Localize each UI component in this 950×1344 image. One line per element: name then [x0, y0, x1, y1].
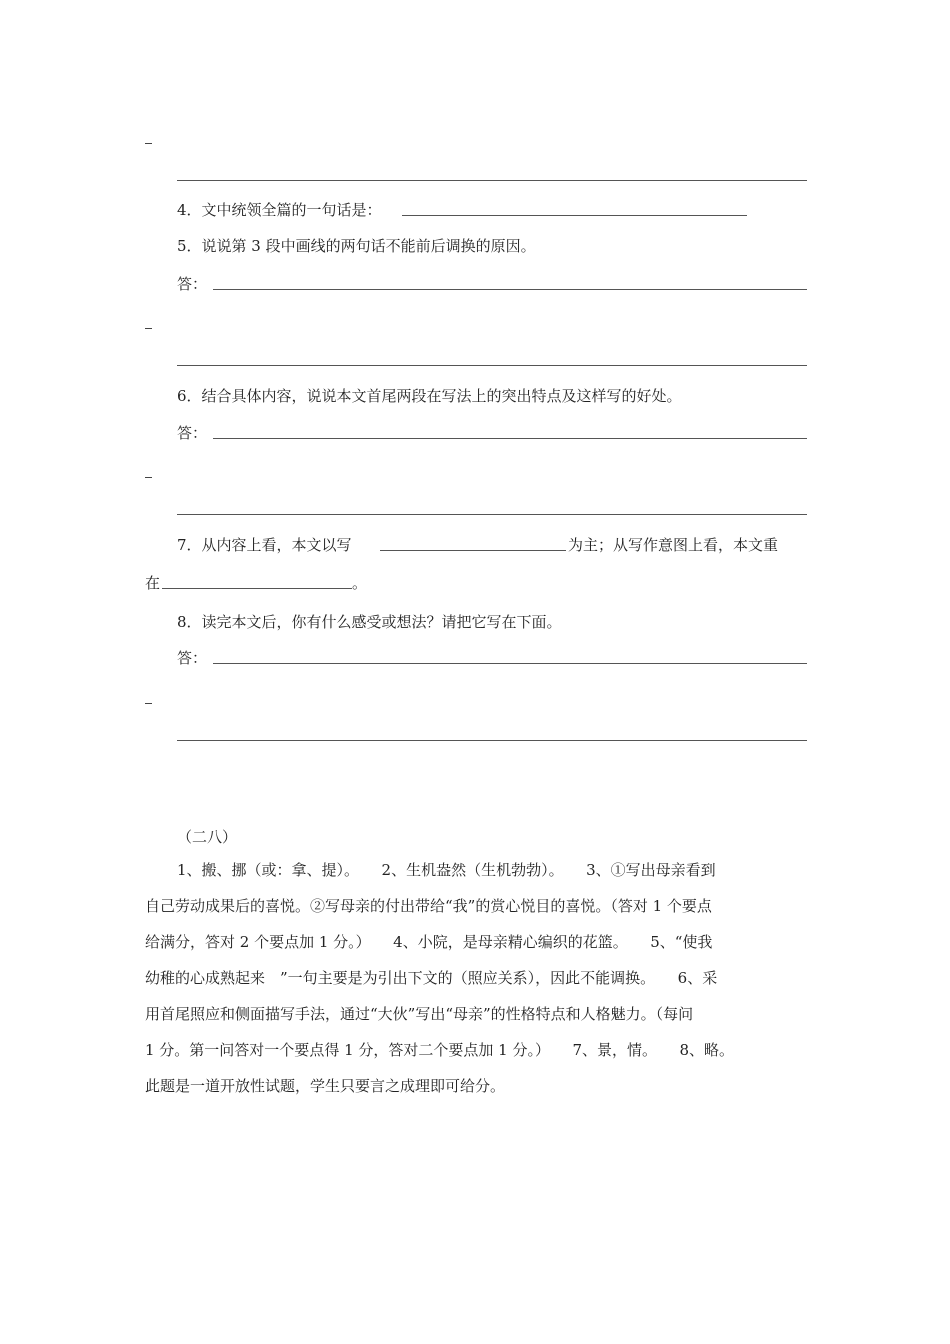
question-6-answer-line-2[interactable]: [177, 514, 807, 515]
question-7-blank-1[interactable]: [380, 550, 566, 551]
answer-key-line: 幼稚的心成熟起来 ”一句主要是为引出下文的（照应关系），因此不能调换。 6、采: [145, 969, 718, 987]
answer-key-line: 用首尾照应和侧面描写手法，通过“大伙”写出“母亲”的性格特点和人格魅力。（每问: [145, 1005, 694, 1023]
question-6-text: 6．结合具体内容，说说本文首尾两段在写法上的突出特点及这样写的好处。: [177, 387, 682, 405]
question-4-blank[interactable]: [402, 215, 747, 216]
question-8-answer-label: 答：: [177, 649, 208, 667]
answer-key-line: 此题是一道开放性试题，学生只要言之成理即可给分。: [145, 1077, 506, 1095]
question-4: [177, 199, 382, 220]
line-dash-marker: [145, 477, 152, 478]
question-6: [177, 385, 682, 406]
answer-key-body: [145, 856, 807, 1100]
question-7-blank-2[interactable]: [162, 588, 352, 589]
question-5-text: 5．说说第 3 段中画线的两句话不能前后调换的原因。: [177, 237, 536, 255]
line-dash-marker: [145, 703, 152, 704]
question-7-part3: 在: [145, 574, 161, 592]
answer-key-line: 自己劳动成果后的喜悦。②写母亲的付出带给“我”的赏心悦目的喜悦。（答对 1 个要点: [145, 897, 712, 915]
question-7-part1: 7．从内容上看，本文以写: [177, 536, 352, 554]
question-5-answer-line-1[interactable]: [213, 289, 807, 290]
question-8-text: 8．读完本文后，你有什么感受或想法？请把它写在下面。: [177, 613, 562, 631]
question-5-answer-line-2[interactable]: [177, 365, 807, 366]
answer-key-line: 1、搬、挪（或：拿、提）。 2、生机盎然（生机勃勃）。 3、①写出母亲看到: [177, 861, 716, 879]
question-6-answer-line-1[interactable]: [213, 438, 807, 439]
answer-key-heading: （二八）: [177, 828, 238, 846]
answer-key-line: 给满分，答对 2 个要点加 1 分。） 4、小院，是母亲精心编织的花篮。 5、“使我: [145, 933, 713, 951]
question-5-answer-label: 答：: [177, 275, 208, 293]
line-dash-marker: [145, 143, 152, 144]
question-8-answer-line-1[interactable]: [213, 663, 807, 664]
question-5: [177, 235, 536, 256]
question-4-text: 4．文中统领全篇的一句话是：: [177, 201, 382, 219]
answer-key-line: 1 分。第一问答对一个要点得 1 分，答对二个要点加 1 分。） 7、景，情。 8、略。: [145, 1041, 735, 1059]
question-7: [177, 534, 352, 555]
question-6-answer-label: 答：: [177, 424, 208, 442]
question-7-part4: 。: [352, 574, 368, 592]
line-dash-marker: [145, 328, 152, 329]
question-7-part2: 为主；从写作意图上看，本文重: [568, 536, 779, 554]
question-8-answer-line-2[interactable]: [177, 740, 807, 741]
question-8: [177, 611, 562, 632]
answer-blank-line[interactable]: [177, 180, 807, 181]
